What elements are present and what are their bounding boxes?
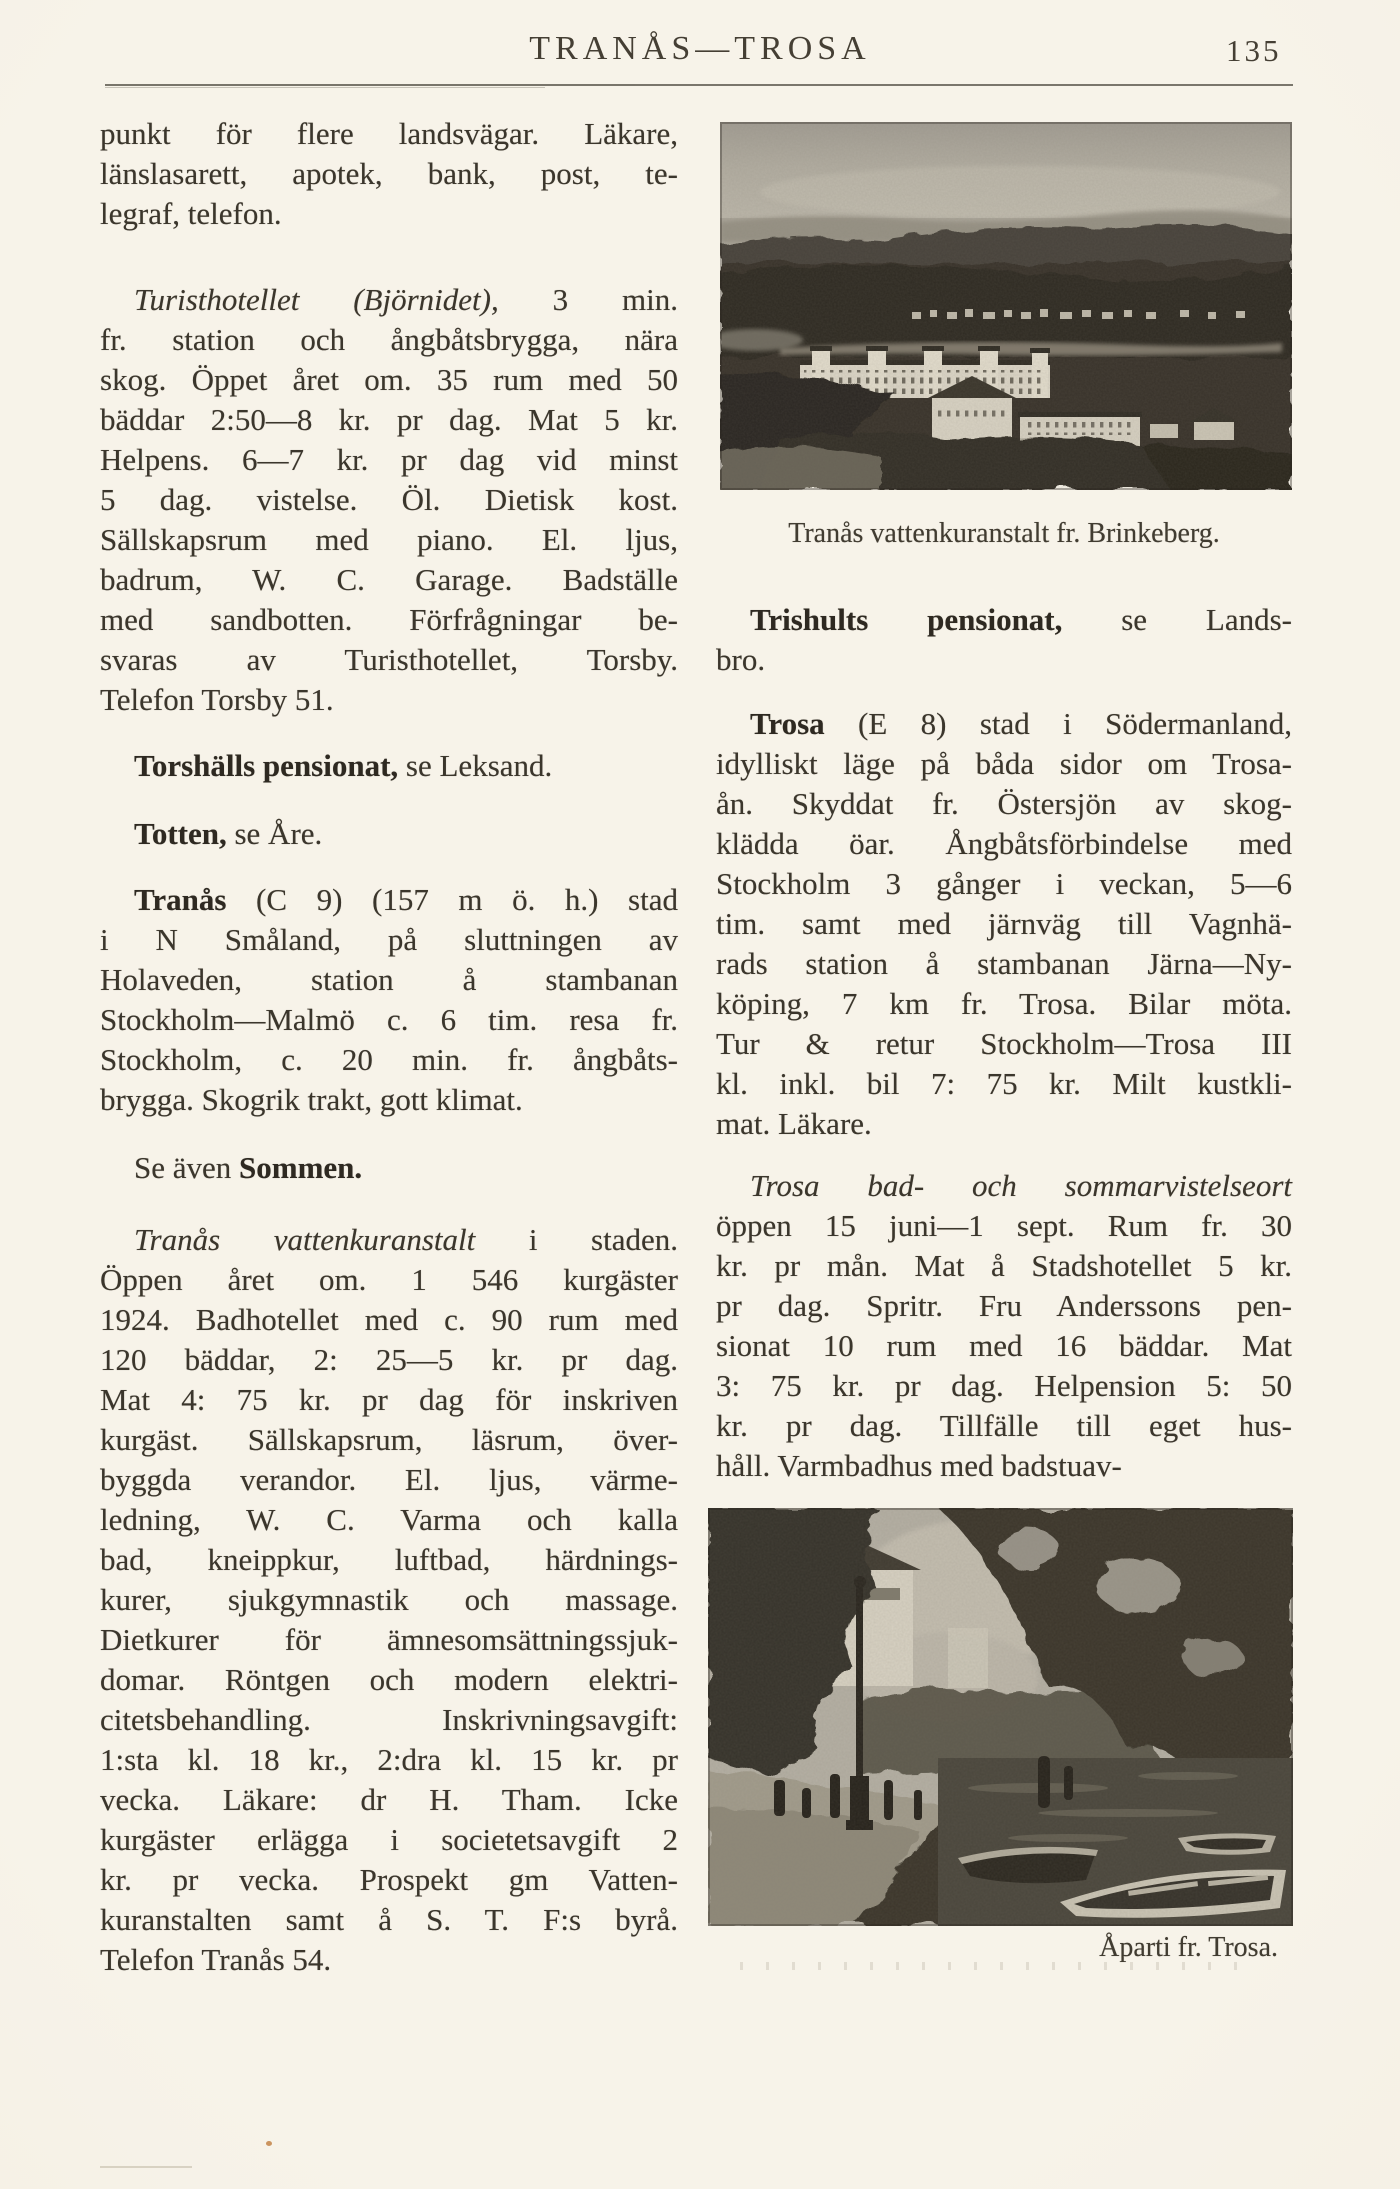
text-line (100, 360, 678, 400)
text-segment: bro. (716, 642, 766, 677)
text-line (100, 1660, 678, 1700)
text-segment: Stockholm—Malmö c. 6 tim. resa fr. (100, 1002, 678, 1037)
text-line (100, 1340, 678, 1380)
text-segment: (C 9) (157 m ö. h.) stad (226, 882, 678, 917)
text-segment: klädda öar. Ångbåtsförbindelse med (716, 826, 1292, 861)
text-line (100, 1900, 678, 1940)
text-line (100, 1580, 678, 1620)
halftone-bleed (740, 1962, 1260, 1970)
text-segment: citetsbehandling. Inskrivningsavgift: (100, 1702, 678, 1737)
text-segment: 120 bäddar, 2: 25—5 kr. pr dag. (100, 1342, 678, 1377)
text-line (100, 1460, 678, 1500)
text-line (100, 1260, 678, 1300)
paragraph (100, 1148, 678, 1188)
text-line (100, 1080, 678, 1120)
text-line (716, 1064, 1292, 1104)
text-segment: Trosa (750, 706, 825, 741)
text-segment: kurer, sjukgymnastik och massage. (100, 1582, 678, 1617)
text-line (716, 784, 1292, 824)
text-segment: Holaveden, station å stambanan (100, 962, 678, 997)
left-column (100, 114, 678, 1980)
text-segment: kl. inkl. bil 7: 75 kr. Milt kustkli- (716, 1066, 1292, 1101)
paragraph (100, 746, 678, 786)
text-line (100, 1040, 678, 1080)
paragraph (100, 114, 678, 234)
paragraph (100, 1220, 678, 1980)
text-segment: Torshälls pensionat, (134, 748, 399, 783)
text-segment: skog. Öppet året om. 35 rum med 50 (100, 362, 678, 397)
text-segment: Tranås (134, 882, 227, 917)
text-segment: domar. Röntgen och modern elektri- (100, 1662, 678, 1697)
text-segment: 3 min. (498, 282, 678, 317)
text-segment: Mat 4: 75 kr. pr dag för inskriven (100, 1382, 678, 1417)
text-line (100, 114, 678, 154)
text-segment: i N Småland, på sluttningen av (100, 922, 678, 957)
text-segment: Turisthotellet (Björnidet), (134, 282, 499, 317)
text-line (100, 1540, 678, 1580)
text-line (100, 400, 678, 440)
text-segment: svaras av Turisthotellet, Torsby. (100, 642, 678, 677)
text-segment: Sommen. (239, 1150, 363, 1185)
photo-tranas-vattenkuranstalt (720, 122, 1292, 490)
text-segment: i staden. (475, 1222, 678, 1257)
text-line (100, 1740, 678, 1780)
text-segment: Dietkurer för ämnesomsättningssjuk- (100, 1622, 678, 1657)
text-segment: Öppen året om. 1 546 kurgäster (100, 1262, 678, 1297)
text-segment: Telefon Tranås 54. (100, 1942, 332, 1977)
text-line (100, 280, 678, 320)
text-line (100, 320, 678, 360)
text-line (100, 1380, 678, 1420)
text-segment: Stockholm 3 gånger i veckan, 5—6 (716, 866, 1292, 901)
text-segment: ledning, W. C. Varma och kalla (100, 1502, 678, 1537)
page-number: 135 (1226, 33, 1282, 68)
text-segment: Sällskapsrum med piano. El. ljus, (100, 522, 678, 557)
text-line (100, 814, 678, 854)
text-line (100, 1148, 678, 1188)
text-segment: se Åre. (226, 816, 323, 851)
text-segment: mat. Läkare. (716, 1106, 872, 1141)
text-segment: bäddar 2:50—8 kr. pr dag. Mat 5 kr. (100, 402, 678, 437)
text-line (716, 640, 1292, 680)
landscape-photo-graphic (720, 122, 1292, 490)
text-line (716, 944, 1292, 984)
text-segment: kr. pr dag. Tillfälle till eget hus- (716, 1408, 1292, 1443)
text-line (100, 1820, 678, 1860)
paragraph (716, 704, 1292, 1144)
text-segment: idylliskt läge på båda sidor om Trosa- (716, 746, 1292, 781)
text-line (716, 984, 1292, 1024)
text-line (716, 1446, 1292, 1486)
paragraph (100, 880, 678, 1120)
text-segment: länslasarett, apotek, bank, post, te- (100, 156, 678, 191)
text-line (716, 1406, 1292, 1446)
text-line (716, 1206, 1292, 1246)
text-line (716, 1024, 1292, 1064)
text-line (100, 920, 678, 960)
text-segment: bad, kneippkur, luftbad, härdnings- (100, 1542, 678, 1577)
paragraph (716, 1166, 1292, 1486)
text-segment: byggda verandor. El. ljus, värme- (100, 1462, 678, 1497)
text-segment: 1924. Badhotellet med c. 90 rum med (100, 1302, 678, 1337)
text-segment: Tranås vattenkuranstalt (134, 1222, 476, 1257)
text-segment: punkt för flere landsvägar. Läkare, (100, 116, 678, 151)
right-column-text (716, 600, 1292, 1486)
scan-speck (266, 2141, 272, 2146)
text-line (100, 746, 678, 786)
text-line (100, 1500, 678, 1540)
text-line (100, 1700, 678, 1740)
text-segment: Totten, (134, 816, 227, 851)
photo-caption: Åparti fr. Trosa. (1099, 1932, 1278, 1963)
photo-aparti-trosa (708, 1508, 1293, 1926)
text-line (100, 1620, 678, 1660)
text-segment: (E 8) stad i Södermanland, (824, 706, 1292, 741)
text-line (100, 1420, 678, 1460)
text-line (100, 194, 678, 234)
text-line (100, 1940, 678, 1980)
text-segment: rads station å stambanan Järna—Ny- (716, 946, 1292, 981)
right-column (716, 114, 1292, 1966)
text-line (100, 880, 678, 920)
text-segment: kurgäst. Sällskapsrum, läsrum, över- (100, 1422, 678, 1457)
text-line (100, 154, 678, 194)
text-line (716, 1326, 1292, 1366)
scan-artifact-line (100, 2166, 192, 2168)
text-line (716, 1246, 1292, 1286)
text-segment: tim. samt med järnväg till Vagnhä- (716, 906, 1292, 941)
text-segment: Tur & retur Stockholm—Trosa III (716, 1026, 1292, 1061)
text-segment: 1:sta kl. 18 kr., 2:dra kl. 15 kr. pr (100, 1742, 678, 1777)
text-line (100, 1780, 678, 1820)
text-line (716, 1104, 1292, 1144)
text-line (716, 704, 1292, 744)
text-line (100, 640, 678, 680)
text-segment: se Lands- (1062, 602, 1293, 637)
text-segment: håll. Varmbadhus med badstuav- (716, 1448, 1122, 1483)
text-line (100, 960, 678, 1000)
text-line (100, 480, 678, 520)
text-line (100, 1300, 678, 1340)
text-line (100, 520, 678, 560)
text-segment: 5 dag. vistelse. Öl. Dietisk kost. (100, 482, 678, 517)
text-segment: fr. station och ångbåtsbrygga, nära (100, 322, 678, 357)
text-segment: 3: 75 kr. pr dag. Helpension 5: 50 (716, 1368, 1292, 1403)
text-line (716, 600, 1292, 640)
text-line (100, 600, 678, 640)
text-line (716, 904, 1292, 944)
text-segment: med sandbotten. Förfrågningar be- (100, 602, 678, 637)
text-line (716, 824, 1292, 864)
page-title: TRANÅS—TROSA (529, 30, 871, 67)
text-segment: vecka. Läkare: dr H. Tham. Icke (100, 1782, 678, 1817)
paragraph (716, 600, 1292, 680)
text-segment: legraf, telefon. (100, 196, 282, 231)
text-segment: kuranstalten samt å S. T. F:s byrå. (100, 1902, 678, 1937)
paragraph (100, 280, 678, 720)
text-line (716, 864, 1292, 904)
header-rule (105, 84, 1293, 86)
text-line (100, 1000, 678, 1040)
text-segment: sionat 10 rum med 16 bäddar. Mat (716, 1328, 1292, 1363)
text-segment: se Leksand. (398, 748, 553, 783)
photo-caption: Tranås vattenkuranstalt fr. Brinkeberg. (788, 518, 1220, 549)
text-segment: badrum, W. C. Garage. Badställe (100, 562, 678, 597)
text-segment: köping, 7 km fr. Trosa. Bilar möta. (716, 986, 1292, 1021)
text-line (100, 560, 678, 600)
text-segment: Trosa bad- och sommarvistelseort (750, 1168, 1292, 1203)
text-line (716, 1166, 1292, 1206)
text-segment: Telefon Torsby 51. (100, 682, 334, 717)
text-segment: brygga. Skogrik trakt, gott klimat. (100, 1082, 523, 1117)
text-line (716, 1286, 1292, 1326)
text-line (100, 1860, 678, 1900)
text-segment: kr. pr vecka. Prospekt gm Vatten- (100, 1862, 678, 1897)
text-segment: kurgäster erlägga i societetsavgift 2 (100, 1822, 678, 1857)
text-line (100, 680, 678, 720)
text-segment: kr. pr mån. Mat å Stadshotellet 5 kr. (716, 1248, 1292, 1283)
text-segment: ån. Skyddat fr. Östersjön av skog- (716, 786, 1292, 821)
text-line (100, 440, 678, 480)
text-line (716, 744, 1292, 784)
text-line (716, 1366, 1292, 1406)
text-segment: Helpens. 6—7 kr. pr dag vid minst (100, 442, 678, 477)
text-segment: pr dag. Spritr. Fru Anderssons pen- (716, 1288, 1292, 1323)
text-segment: Se även (134, 1150, 240, 1185)
text-segment: öppen 15 juni—1 sept. Rum fr. 30 (716, 1208, 1292, 1243)
river-photo-graphic (708, 1508, 1293, 1926)
text-segment: Trishults pensionat, (750, 602, 1063, 637)
text-segment: Stockholm, c. 20 min. fr. ångbåts- (100, 1042, 678, 1077)
paragraph (100, 814, 678, 854)
text-line (100, 1220, 678, 1260)
